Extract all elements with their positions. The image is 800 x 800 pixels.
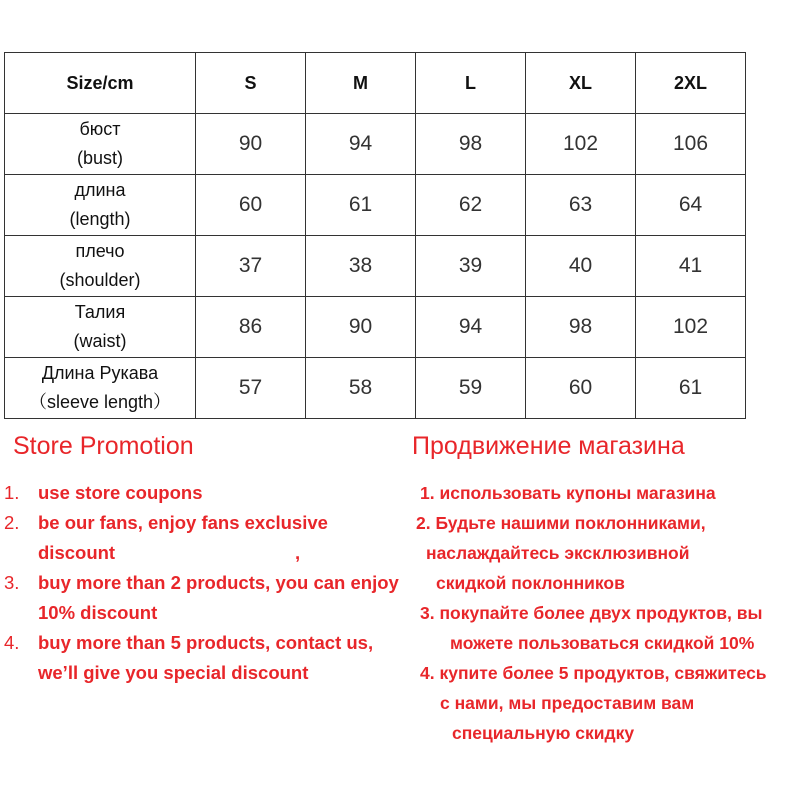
- promo-list-en: [4, 478, 399, 688]
- table-cell: 61: [306, 175, 416, 236]
- list-text: buy more than 2 products, you can enjoy: [38, 572, 399, 593]
- header-size-cm: Size/cm: [5, 53, 196, 114]
- table-row-shoulder: [5, 236, 746, 297]
- table-row-length: [5, 175, 746, 236]
- table-cell: 98: [416, 114, 526, 175]
- header-m: M: [306, 53, 416, 114]
- promo-title-ru: Продвижение магазина: [412, 432, 685, 460]
- list-text: be our fans, enjoy fans exclusive: [38, 512, 328, 533]
- table-cell: 37: [196, 236, 306, 297]
- table-cell: 86: [196, 297, 306, 358]
- table-cell: 61: [636, 358, 746, 419]
- row-label-en: (shoulder): [59, 270, 141, 290]
- header-2xl: 2XL: [636, 53, 746, 114]
- list-item: [38, 598, 399, 628]
- size-header-row: [5, 53, 746, 114]
- row-label-ru: длина: [74, 180, 126, 200]
- list-item: скидкой поклонников: [436, 573, 625, 593]
- row-label-en: （sleeve length）: [28, 392, 172, 412]
- table-cell: 102: [526, 114, 636, 175]
- table-cell: 94: [416, 297, 526, 358]
- list-item: [38, 538, 399, 568]
- row-label-sleeve: [5, 358, 196, 419]
- row-label-ru: плечо: [75, 241, 125, 261]
- row-label-en: (bust): [76, 148, 123, 168]
- table-cell: 63: [526, 175, 636, 236]
- row-label-en: (waist): [73, 331, 127, 351]
- row-label-ru: бюст: [79, 119, 121, 139]
- list-item: 4. купите более 5 продуктов, свяжитесь: [420, 663, 767, 683]
- list-item: [4, 478, 399, 508]
- table-cell: 60: [526, 358, 636, 419]
- row-label-waist: [5, 297, 196, 358]
- list-item: наслаждайтесь эксклюзивной: [426, 543, 690, 563]
- table-cell: 62: [416, 175, 526, 236]
- table-row-waist: [5, 297, 746, 358]
- list-item: можете пользоваться скидкой 10%: [450, 633, 755, 653]
- list-number: 3.: [4, 572, 20, 593]
- list-number: 4.: [4, 632, 20, 653]
- table-row-bust: [5, 114, 746, 175]
- list-text: 10% discount: [38, 602, 158, 623]
- list-item: с нами, мы предоставим вам: [440, 693, 695, 713]
- table-cell: 106: [636, 114, 746, 175]
- row-label-bust: [5, 114, 196, 175]
- table-cell: 41: [636, 236, 746, 297]
- list-item: 3. покупайте более двух продуктов, вы: [420, 603, 763, 623]
- header-xl: XL: [526, 53, 636, 114]
- table-cell: 59: [416, 358, 526, 419]
- row-label-shoulder: [5, 236, 196, 297]
- list-text: buy more than 5 products, contact us,: [38, 632, 374, 653]
- size-chart-table: [4, 52, 746, 419]
- table-cell: 40: [526, 236, 636, 297]
- promo-title-en: Store Promotion: [13, 432, 194, 460]
- list-item: [4, 568, 399, 598]
- list-text: we’ll give you special discount: [38, 662, 309, 683]
- list-item: специальную скидку: [452, 723, 635, 743]
- table-cell: 102: [636, 297, 746, 358]
- list-text: discount ,: [38, 542, 301, 563]
- table-cell: 98: [526, 297, 636, 358]
- table-cell: 94: [306, 114, 416, 175]
- list-item: [4, 508, 399, 538]
- header-l: L: [416, 53, 526, 114]
- table-cell: 58: [306, 358, 416, 419]
- list-number: 1.: [4, 482, 20, 503]
- list-item: 1. использовать купоны магазина: [420, 483, 716, 503]
- list-number: 2.: [4, 512, 20, 533]
- row-label-length: [5, 175, 196, 236]
- row-label-ru: Талия: [74, 302, 126, 322]
- table-cell: 90: [306, 297, 416, 358]
- table-cell: 39: [416, 236, 526, 297]
- list-item: [4, 628, 399, 658]
- list-item: 2. Будьте нашими поклонниками,: [416, 513, 706, 533]
- table-row-sleeve: [5, 358, 746, 419]
- list-item: [38, 658, 399, 688]
- list-text: use store coupons: [38, 482, 203, 503]
- table-cell: 60: [196, 175, 306, 236]
- table-cell: 90: [196, 114, 306, 175]
- row-label-ru: Длина Рукава: [41, 363, 159, 383]
- header-s: S: [196, 53, 306, 114]
- table-cell: 38: [306, 236, 416, 297]
- table-cell: 64: [636, 175, 746, 236]
- table-cell: 57: [196, 358, 306, 419]
- row-label-en: (length): [69, 209, 131, 229]
- promo-list-ru: [412, 478, 767, 748]
